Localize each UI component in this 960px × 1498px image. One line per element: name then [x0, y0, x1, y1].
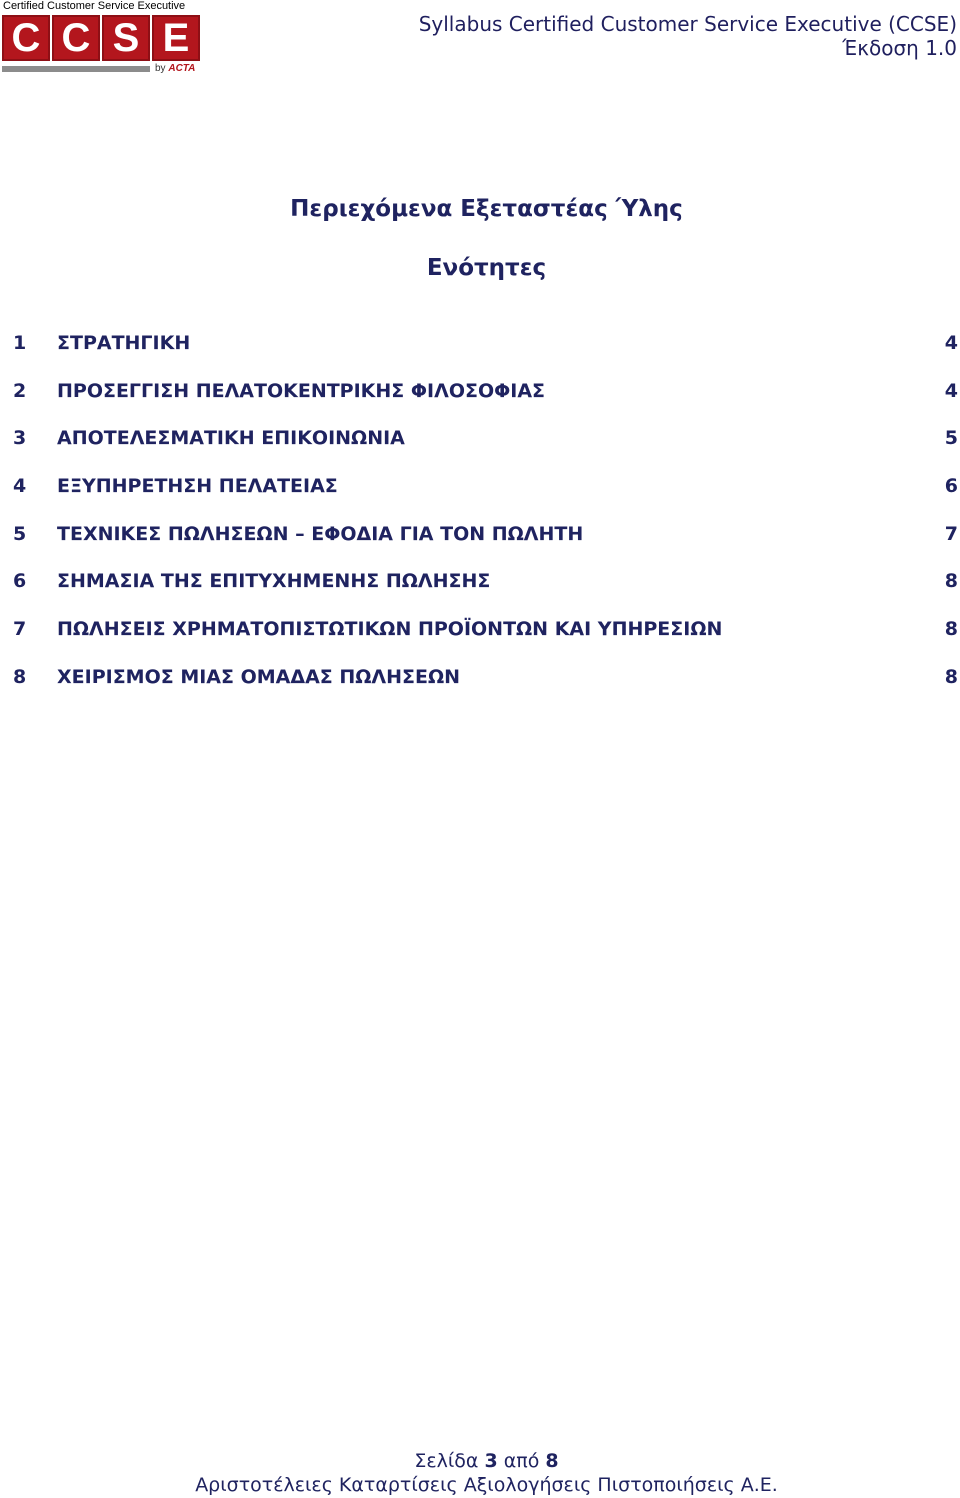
logo-letter: S — [102, 15, 150, 61]
toc-entry[interactable] — [13, 332, 958, 380]
logo-letter: E — [152, 15, 200, 61]
toc-page-number: 4 — [944, 332, 958, 354]
footer-page-number — [0, 1450, 960, 1472]
toc-number: 1 — [13, 332, 27, 354]
toc-entry[interactable] — [13, 523, 958, 571]
toc-number: 6 — [13, 570, 27, 593]
section-title: Ενότητες — [426, 255, 547, 281]
toc-label: ΣΤΡΑΤΗΓΙΚΗ — [57, 332, 191, 354]
toc-label: ΣΗΜΑΣΙΑ ΤΗΣ ΕΠΙΤΥΧΗΜΕΝΗΣ ΠΩΛΗΣΗΣ — [57, 570, 491, 593]
toc-page-number: 8 — [944, 618, 958, 641]
logo-letter: C — [52, 15, 100, 61]
toc-number: 7 — [13, 618, 27, 641]
toc-page-number: 6 — [944, 475, 958, 498]
table-of-contents — [13, 332, 958, 714]
footer-page-total: 8 — [545, 1450, 559, 1472]
logo-brand: ACTA — [168, 63, 196, 74]
page-title: Περιεχόμενα Εξεταστέας Ύλης — [290, 196, 683, 222]
toc-page-number: 5 — [944, 427, 958, 450]
logo-letter: C — [2, 15, 50, 61]
toc-label: ΠΡΟΣΕΓΓΙΣΗ ΠΕΛΑΤΟΚΕΝΤΡΙΚΗΣ ΦΙΛΟΣΟΦΙΑΣ — [57, 379, 546, 402]
logo-underline-bar — [2, 66, 150, 72]
document-header — [419, 12, 957, 60]
toc-label: ΤΕΧΝΙΚΕΣ ΠΩΛΗΣΕΩΝ – ΕΦΟΔΙΑ ΓΙΑ ΤΟΝ ΠΩΛΗΤΗ — [57, 522, 584, 545]
toc-entry[interactable] — [13, 666, 958, 714]
toc-label: ΕΞΥΠΗΡΕΤΗΣΗ ΠΕΛΑΤΕΙΑΣ — [57, 475, 338, 498]
logo-by-acta — [155, 63, 195, 74]
logo-by-word: by — [155, 63, 166, 74]
toc-entry[interactable] — [13, 475, 958, 523]
header-syllabus-title: Syllabus Certified Customer Service Executive (CCSE) — [418, 12, 957, 36]
toc-page-number: 7 — [944, 522, 958, 545]
toc-number: 4 — [13, 475, 27, 498]
toc-entry[interactable] — [13, 427, 958, 475]
toc-label: ΑΠΟΤΕΛΕΣΜΑΤΙΚΗ ΕΠΙΚΟΙΝΩΝΙΑ — [57, 427, 405, 450]
toc-number: 5 — [13, 522, 27, 545]
toc-entry[interactable] — [13, 570, 958, 618]
header-version: Έκδοση 1.0 — [842, 36, 957, 60]
footer-page-word: Σελίδα — [414, 1450, 479, 1472]
toc-number: 2 — [13, 379, 27, 402]
footer-page-of: από — [503, 1450, 540, 1472]
toc-label: ΠΩΛΗΣΕΙΣ ΧΡΗΜΑΤΟΠΙΣΤΩΤΙΚΩΝ ΠΡΟΪΟΝΤΩΝ ΚΑΙ ΥΠΗΡΕΣΙΩΝ — [57, 618, 723, 641]
logo-letters — [2, 15, 200, 61]
footer-page-current: 3 — [484, 1450, 498, 1472]
footer-company-name: Αριστοτέλειες Καταρτίσεις Αξιολογήσεις Πιστοποιήσεις Α.Ε. — [195, 1474, 778, 1496]
toc-number: 3 — [13, 427, 27, 450]
toc-number: 8 — [13, 665, 27, 688]
toc-page-number: 8 — [944, 570, 958, 593]
logo-caption: Certified Customer Service Executive — [3, 0, 186, 12]
ccse-logo — [2, 0, 202, 76]
toc-entry[interactable] — [13, 380, 958, 428]
toc-page-number: 8 — [944, 665, 958, 688]
toc-entry[interactable] — [13, 618, 958, 666]
toc-label: ΧΕΙΡΙΣΜΟΣ ΜΙΑΣ ΟΜΑΔΑΣ ΠΩΛΗΣΕΩΝ — [57, 665, 461, 688]
toc-page-number: 4 — [944, 379, 958, 402]
